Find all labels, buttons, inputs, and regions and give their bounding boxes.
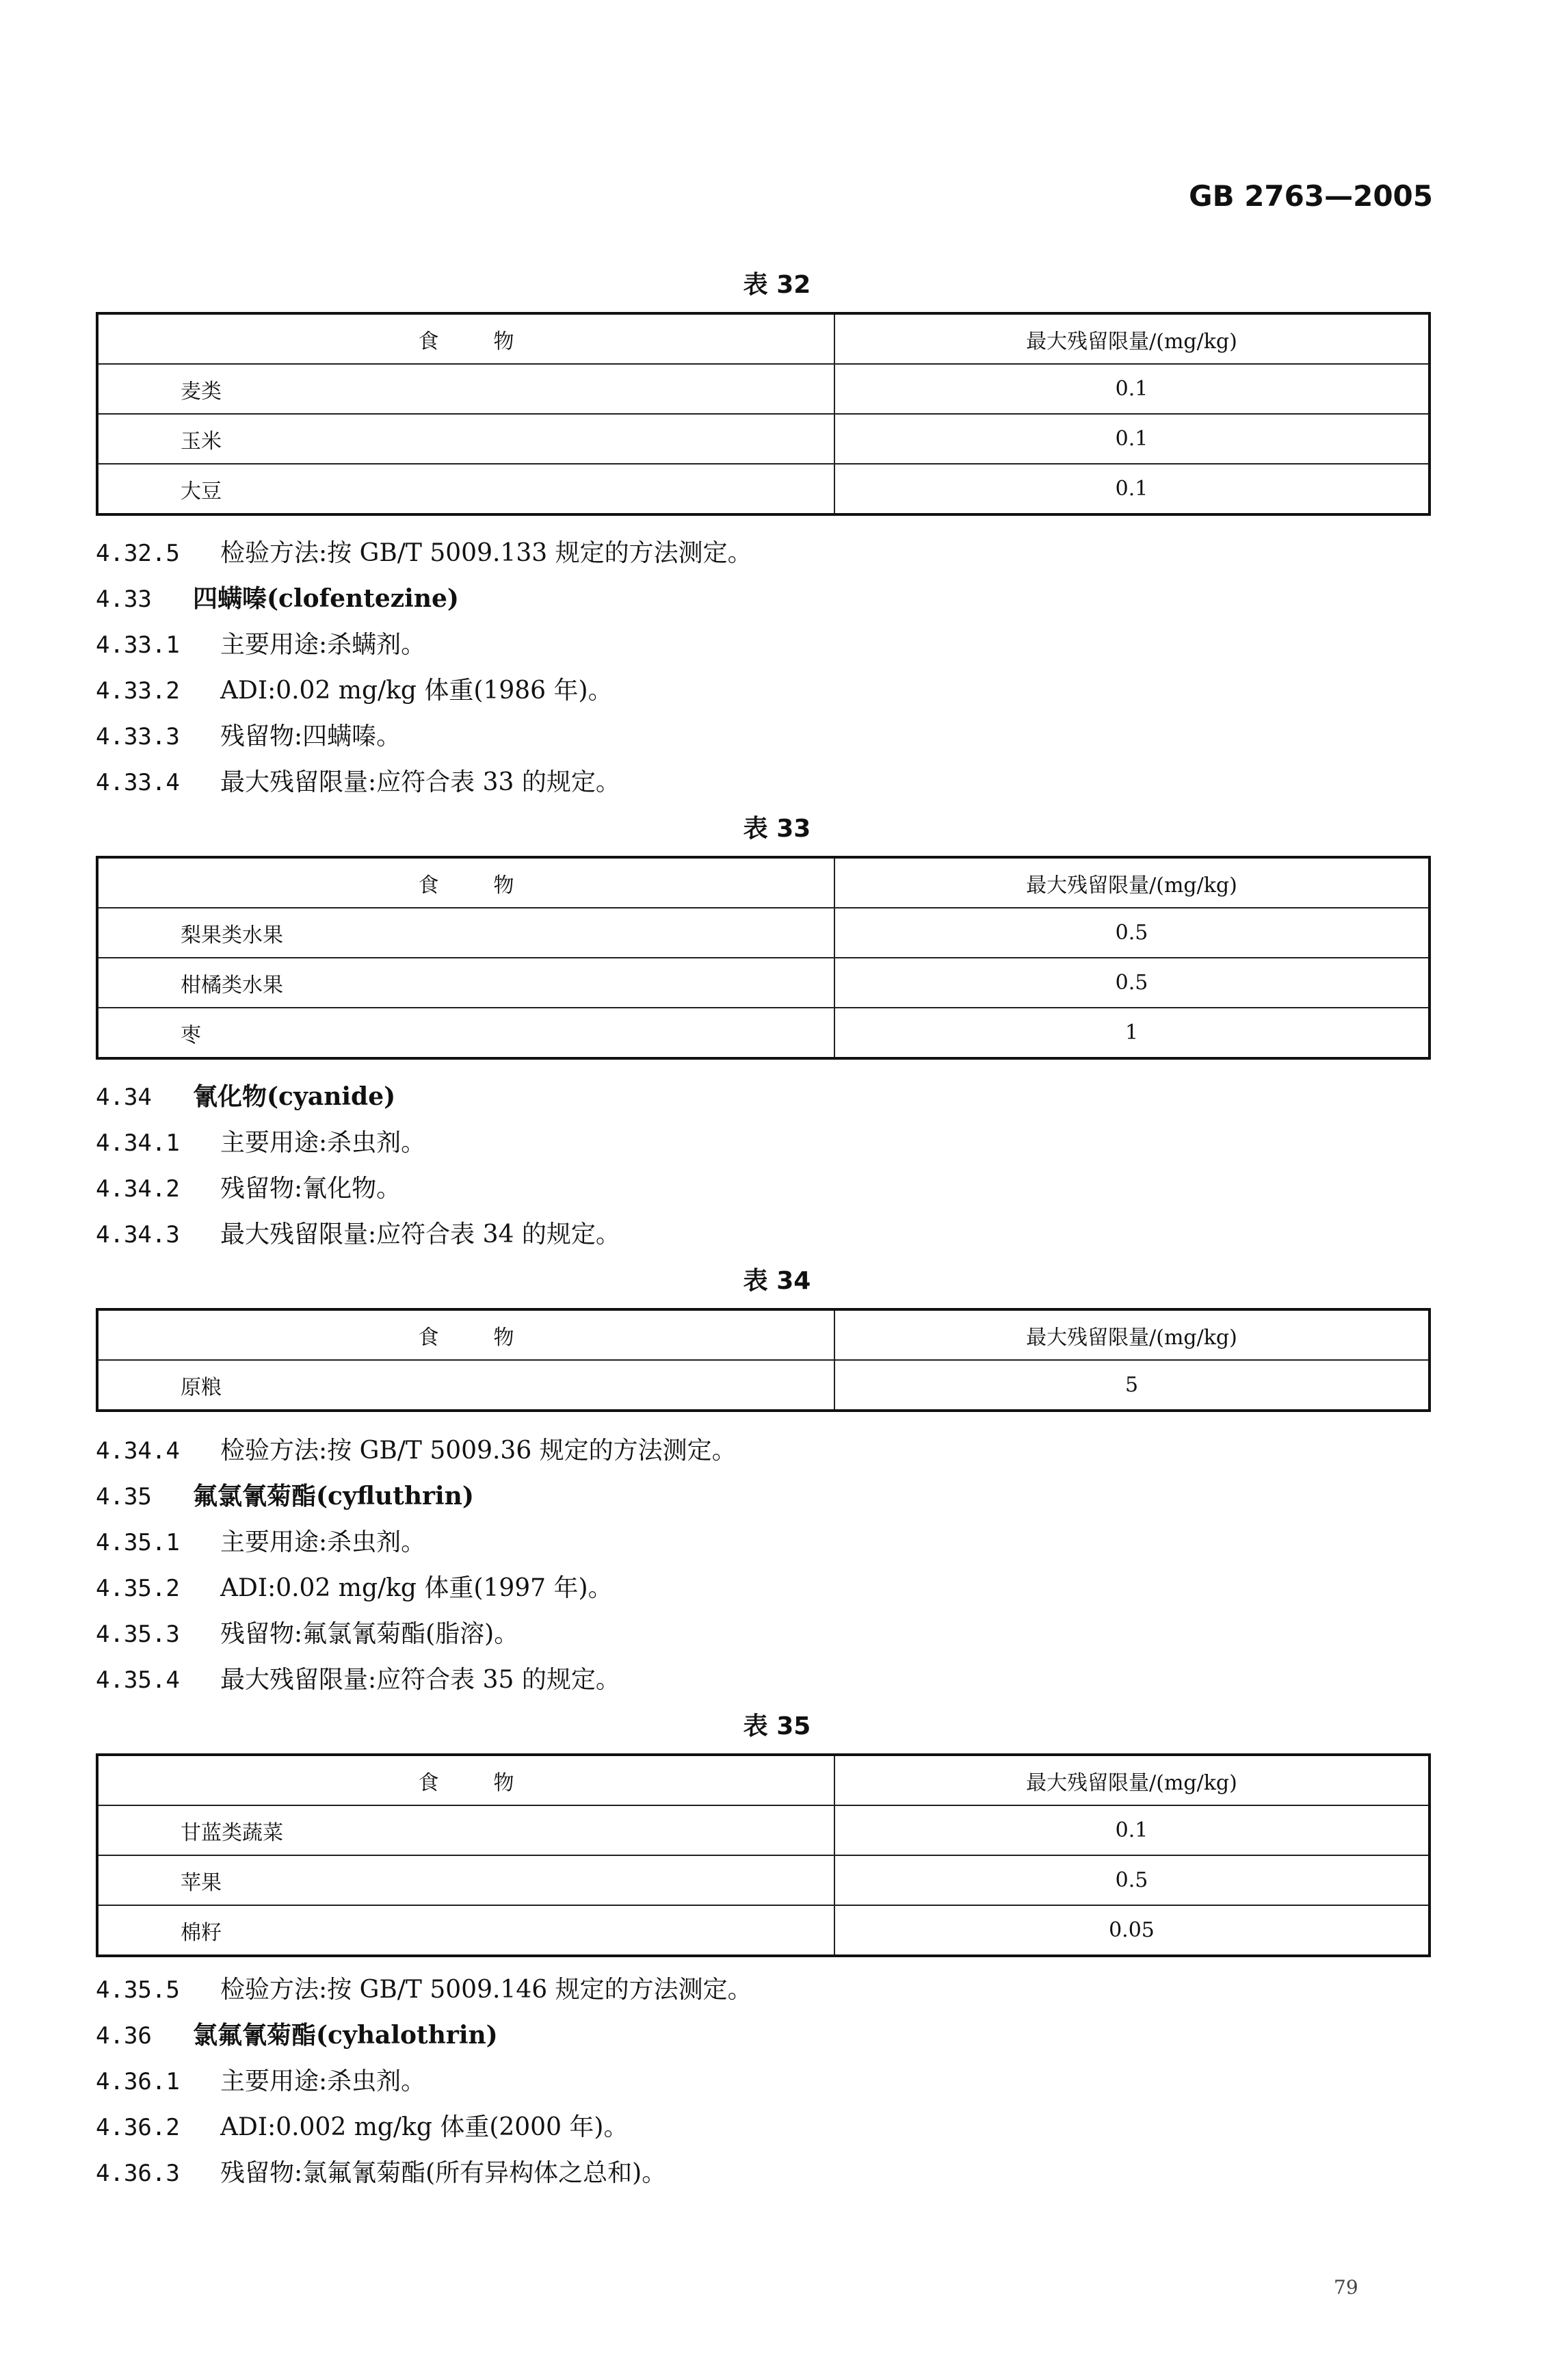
clause-line: 4.36.1 主要用途:杀虫剂。 bbox=[96, 2067, 426, 2095]
table-header-row bbox=[97, 857, 1430, 908]
col-food-header: 食 物 bbox=[97, 313, 834, 364]
limit-cell: 0.5 bbox=[834, 1855, 1430, 1905]
food-cell: 甘蓝类蔬菜 bbox=[97, 1805, 834, 1855]
limit-cell: 0.1 bbox=[834, 464, 1430, 514]
table-row bbox=[97, 1360, 1430, 1411]
food-cell: 苹果 bbox=[97, 1855, 834, 1905]
food-cell: 大豆 bbox=[97, 464, 834, 514]
clause-line: 4.34.4 检验方法:按 GB/T 5009.36 规定的方法测定。 bbox=[96, 1437, 737, 1465]
food-cell: 原粮 bbox=[97, 1360, 834, 1411]
table-row bbox=[97, 908, 1430, 958]
table-33-title: 表 33 bbox=[743, 815, 811, 843]
table-32-title: 表 32 bbox=[743, 271, 811, 299]
table-row bbox=[97, 958, 1430, 1008]
clause-line: 4.35.2 ADI:0.02 mg/kg 体重(1997 年)。 bbox=[96, 1574, 613, 1602]
clause-line: 4.35.1 主要用途:杀虫剂。 bbox=[96, 1528, 426, 1556]
section-heading: 4.35 氟氯氰菊酯(cyfluthrin) bbox=[96, 1482, 474, 1511]
food-cell: 柑橘类水果 bbox=[97, 958, 834, 1008]
clause-line: 4.35.4 最大残留限量:应符合表 35 的规定。 bbox=[96, 1666, 620, 1694]
section-heading: 4.33 四螨嗪(clofentezine) bbox=[96, 584, 459, 613]
table-header-row bbox=[97, 1309, 1430, 1360]
clause-line: 4.36.2 ADI:0.002 mg/kg 体重(2000 年)。 bbox=[96, 2113, 629, 2141]
clause-line: 4.34.3 最大残留限量:应符合表 34 的规定。 bbox=[96, 1220, 620, 1248]
limit-cell: 0.1 bbox=[834, 1805, 1430, 1855]
section-heading: 4.36 氯氟氰菊酯(cyhalothrin) bbox=[96, 2021, 498, 2050]
table-35 bbox=[96, 1753, 1431, 1957]
standard-number: GB 2763—2005 bbox=[1189, 179, 1433, 213]
col-food-header: 食 物 bbox=[97, 857, 834, 908]
clause-line: 4.33.3 残留物:四螨嗪。 bbox=[96, 722, 401, 750]
table-row bbox=[97, 364, 1430, 414]
limit-cell: 0.05 bbox=[834, 1905, 1430, 1956]
table-row bbox=[97, 464, 1430, 514]
col-limit-header: 最大残留限量/(mg/kg) bbox=[834, 313, 1430, 364]
table-row bbox=[97, 1905, 1430, 1956]
limit-cell: 0.1 bbox=[834, 414, 1430, 464]
clause-line: 4.35.3 残留物:氟氯氰菊酯(脂溶)。 bbox=[96, 1620, 519, 1648]
limit-cell: 1 bbox=[834, 1008, 1430, 1058]
table-33 bbox=[96, 856, 1431, 1060]
food-cell: 梨果类水果 bbox=[97, 908, 834, 958]
col-limit-header: 最大残留限量/(mg/kg) bbox=[834, 1755, 1430, 1805]
clause-line: 4.33.4 最大残留限量:应符合表 33 的规定。 bbox=[96, 768, 620, 796]
clause-line: 4.34.1 主要用途:杀虫剂。 bbox=[96, 1129, 426, 1157]
limit-cell: 0.1 bbox=[834, 364, 1430, 414]
clause-line: 4.34.2 残留物:氰化物。 bbox=[96, 1175, 401, 1203]
col-food-header: 食 物 bbox=[97, 1755, 834, 1805]
col-limit-header: 最大残留限量/(mg/kg) bbox=[834, 857, 1430, 908]
page-number: 79 bbox=[1334, 2276, 1358, 2299]
clause-line: 4.33.2 ADI:0.02 mg/kg 体重(1986 年)。 bbox=[96, 677, 613, 705]
table-35-title: 表 35 bbox=[743, 1712, 811, 1740]
section-heading: 4.34 氰化物(cyanide) bbox=[96, 1082, 396, 1111]
limit-cell: 0.5 bbox=[834, 958, 1430, 1008]
col-food-header: 食 物 bbox=[97, 1309, 834, 1360]
table-header-row bbox=[97, 1755, 1430, 1805]
food-cell: 麦类 bbox=[97, 364, 834, 414]
table-row bbox=[97, 414, 1430, 464]
food-cell: 棉籽 bbox=[97, 1905, 834, 1956]
table-34-title: 表 34 bbox=[743, 1267, 811, 1295]
table-row bbox=[97, 1805, 1430, 1855]
table-32 bbox=[96, 312, 1431, 516]
clause-line: 4.36.3 残留物:氯氟氰菊酯(所有异构体之总和)。 bbox=[96, 2159, 667, 2187]
table-row bbox=[97, 1008, 1430, 1058]
food-cell: 枣 bbox=[97, 1008, 834, 1058]
food-cell: 玉米 bbox=[97, 414, 834, 464]
limit-cell: 0.5 bbox=[834, 908, 1430, 958]
col-limit-header: 最大残留限量/(mg/kg) bbox=[834, 1309, 1430, 1360]
limit-cell: 5 bbox=[834, 1360, 1430, 1411]
table-row bbox=[97, 1855, 1430, 1905]
clause-line: 4.35.5 检验方法:按 GB/T 5009.146 规定的方法测定。 bbox=[96, 1976, 752, 2004]
table-header-row bbox=[97, 313, 1430, 364]
table-34 bbox=[96, 1308, 1431, 1412]
clause-line: 4.33.1 主要用途:杀螨剂。 bbox=[96, 631, 426, 659]
clause-line: 4.32.5 检验方法:按 GB/T 5009.133 规定的方法测定。 bbox=[96, 539, 752, 567]
